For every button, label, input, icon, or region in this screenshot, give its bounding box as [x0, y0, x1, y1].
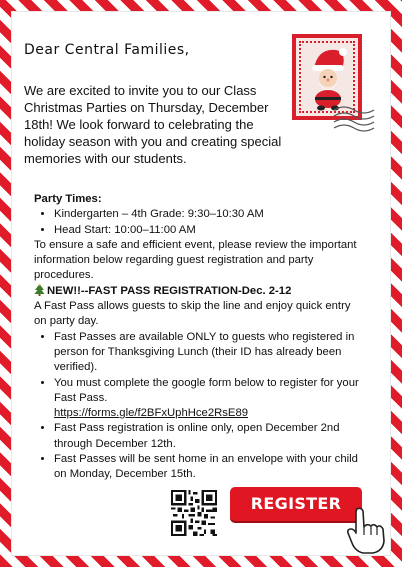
postmark-icon — [332, 100, 380, 136]
pointing-hand-icon — [345, 505, 389, 555]
greeting: Dear Central Families, — [24, 42, 190, 58]
party-times-list — [34, 207, 359, 238]
list-item: • Fast Passes will be sent home in an envelope with your child on Monday, December 15th. — [54, 452, 359, 483]
list-item: • Fast Pass registration is online only, open December 2nd through December 12th. — [54, 421, 359, 452]
details-section — [34, 192, 359, 483]
intro-paragraph: We are excited to invite you to our Class Christmas Parties on Thursday, December 18th! We look forward to celebrating the holiday season with you and creating special memories with our students. — [24, 83, 282, 166]
fast-pass-list — [34, 330, 359, 483]
fast-pass-heading: NEW!!--FAST PASS REGISTRATION-Dec. 2-12 — [47, 284, 292, 297]
list-item: • Kindergarten – 4th Grade: 9:30–10:30 AM — [54, 207, 359, 222]
list-item: • Fast Passes are available ONLY to guests who registered in person for Thanksgiving Lunch (their ID has already been verified). — [54, 330, 359, 376]
list-item: • Head Start: 10:00–11:00 AM — [54, 223, 359, 238]
list-item — [54, 376, 359, 422]
list-item-text: You must complete the google form below to register for your Fast Pass. — [54, 376, 359, 404]
qr-code-icon[interactable] — [171, 490, 217, 536]
fast-pass-description: A Fast Pass allows guests to skip the line and enjoy quick entry on party day. — [34, 300, 351, 328]
safety-note: To ensure a safe and efficient event, please review the important information below regarding guest registration and party procedures. — [34, 238, 357, 282]
party-times-heading: Party Times: — [34, 193, 102, 205]
google-form-link[interactable]: https://forms.gle/f2BFxUphHce2RsE89 — [54, 407, 249, 420]
christmas-tree-icon — [34, 284, 45, 296]
register-now-button[interactable]: REGISTER NOW — [230, 487, 362, 521]
